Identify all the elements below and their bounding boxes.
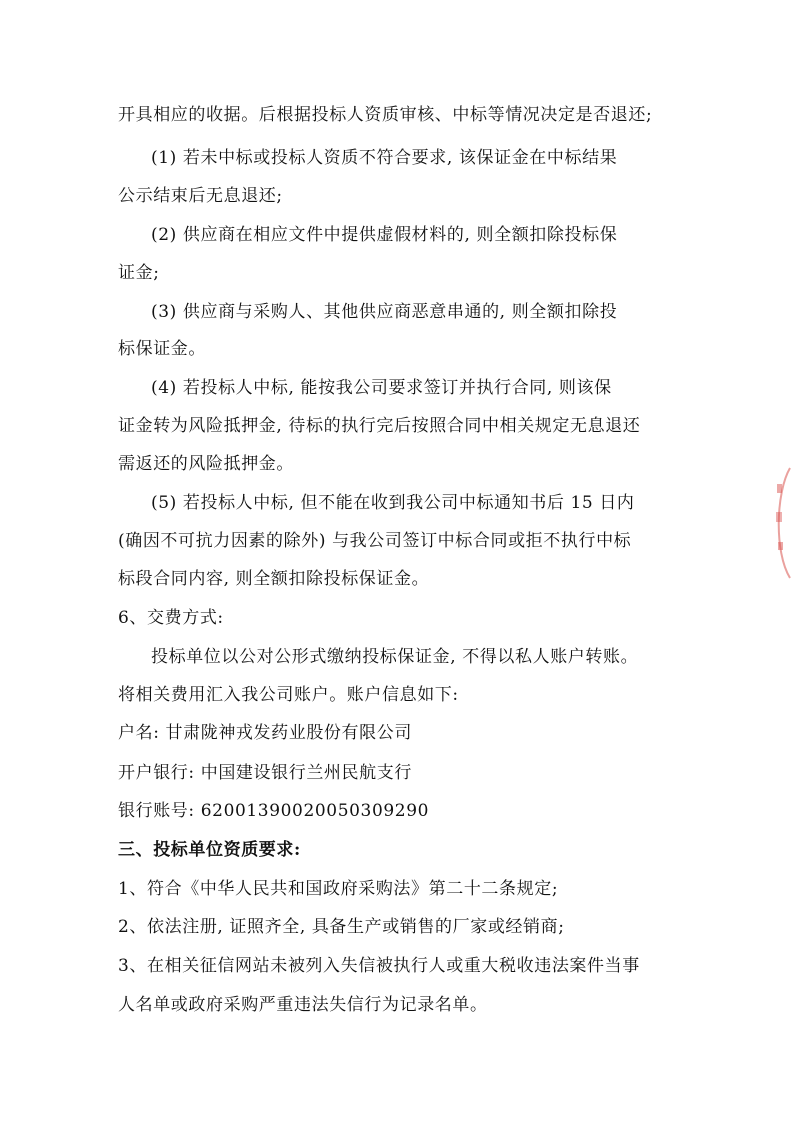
paragraph-line: 公示结束后无息退还; xyxy=(118,186,283,206)
paragraph-line: 证金; xyxy=(118,263,160,283)
list-item-5: (5) 若投标人中标, 但不能在收到我公司中标通知书后 15 日内 xyxy=(151,493,635,513)
section-heading-qualification: 三、投标单位资质要求: xyxy=(118,840,301,860)
list-item-3: (3) 供应商与采购人、其他供应商恶意串通的, 则全额扣除投 xyxy=(151,302,618,322)
account-name: 户名: 甘肃陇神戎发药业股份有限公司 xyxy=(118,723,412,743)
list-item-2: (2) 供应商在相应文件中提供虚假材料的, 则全额扣除投标保 xyxy=(151,225,618,245)
requirement-item-2: 2、依法注册, 证照齐全, 具备生产或销售的厂家或经销商; xyxy=(118,917,565,937)
paragraph-line: 人名单或政府采购严重违法失信行为记录名单。 xyxy=(118,995,488,1015)
requirement-item-1: 1、符合《中华人民共和国政府采购法》第二十二条规定; xyxy=(118,879,559,899)
paragraph-line: 开具相应的收据。后根据投标人资质审核、中标等情况决定是否退还; xyxy=(118,105,653,125)
paragraph-line: 标保证金。 xyxy=(118,339,206,359)
list-item-1: (1) 若未中标或投标人资质不符合要求, 该保证金在中标结果 xyxy=(151,148,618,168)
paragraph-line: 标段合同内容, 则全额扣除投标保证金。 xyxy=(118,569,430,589)
paragraph-line: 证金转为风险抵押金, 待标的执行完后按照合同中相关规定无息退还 xyxy=(118,416,641,436)
seal-stamp-edge-icon xyxy=(768,462,793,582)
account-bank: 开户银行: 中国建设银行兰州民航支行 xyxy=(118,763,412,783)
requirement-item-3: 3、在相关征信网站未被列入失信被执行人或重大税收违法案件当事 xyxy=(118,956,640,976)
section-heading-payment: 6、交费方式: xyxy=(118,608,224,628)
paragraph-line: 投标单位以公对公形式缴纳投标保证金, 不得以私人账户转账。 xyxy=(151,647,639,667)
paragraph-line: 需返还的风险抵押金。 xyxy=(118,454,294,474)
list-item-4: (4) 若投标人中标, 能按我公司要求签订并执行合同, 则该保 xyxy=(151,378,612,398)
paragraph-line: (确因不可抗力因素的除外) 与我公司签订中标合同或拒不执行中标 xyxy=(118,531,632,551)
paragraph-line: 将相关费用汇入我公司账户。账户信息如下: xyxy=(118,685,459,705)
account-number: 银行账号: 62001390020050309290 xyxy=(118,801,430,821)
